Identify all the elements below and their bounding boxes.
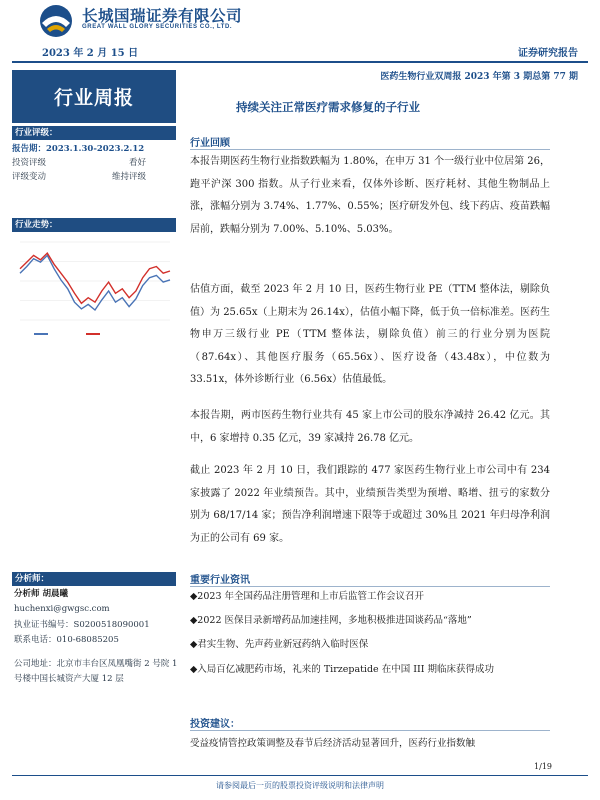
- rating-header: 行业评级：: [12, 126, 176, 140]
- company-logo-icon: [36, 3, 76, 39]
- analyst-phone: 联系电话：010-68085205: [14, 635, 119, 646]
- review-paragraph-1: 本报告期医药生物行业指数跌幅为 1.80%，在申万 31 个一级行业中位居第 26，跑平沪深 300 指数。从子行业来看，仅体外诊断、医疗耗材、其他生物制品上涨，涨幅分别为 3.74%、1.77%、0.55%；医疗研发外包、线下药店、疫苗跌幅居前，跌幅分别为 7.00%、5.10%、5.03%。: [190, 156, 550, 235]
- rating-change-row: [12, 170, 176, 184]
- rating-row: [12, 156, 176, 170]
- analyst-name: 分析师 胡晨曦: [14, 589, 68, 599]
- page-number: 1/19: [534, 762, 552, 771]
- news-item: ◆君实生物、先声药业新冠药纳入临时医保: [190, 639, 369, 650]
- report-date: 2023 年 2 月 15 日: [42, 48, 139, 59]
- advice-section: [190, 715, 550, 731]
- report-period: 报告期：2023.1.30-2023.2.12: [12, 144, 145, 154]
- review-paragraph-3: 本报告期，两市医药生物行业共有 45 家上市公司的股东净减持 26.42 亿元。其中，6 家增持 0.35 亿元，39 家减持 26.78 亿元。: [190, 410, 550, 444]
- rating-value: 看好: [128, 158, 146, 168]
- footer-divider: [12, 775, 588, 776]
- report-series: 医药生物行业双周报 2023 年第 3 期总第 77 期: [380, 72, 578, 82]
- advice-text: 受益疫情管控政策调整及春节后经济活动显著回升，医药行业指数触: [190, 738, 476, 749]
- report-type-badge: 行业周报: [12, 70, 176, 123]
- advice-divider: [190, 730, 550, 731]
- analyst-header: 分析师：: [12, 572, 176, 586]
- review-paragraph-2: 估值方面，截至 2023 年 2 月 10 日，医药生物行业 PE（TTM 整体法，剔除负值）为 25.65x（上期末为 26.14x），估值小幅下降，低于负一倍标准差。医药生物申万三级行业 PE（TTM 整体法，剔除负值）前三的行业分别为医院（87.64x）、其他医疗服务（65.56x）、医疗设备（43.48x），中位数为 33.51x，体外诊断行业（6.56x）估值最低。: [190, 284, 550, 386]
- rating-change-value: 维持评级: [111, 172, 146, 182]
- company-address: 公司地址：北京市丰台区凤凰嘴街 2 号院 1 号楼中国长城资产大厦 12 层: [14, 658, 178, 685]
- rating-label: 投资评级: [12, 158, 47, 168]
- news-item: ◆2022 医保目录新增药品加速挂网，多地积极推进国谈药品“落地”: [190, 615, 472, 626]
- analyst-info: [14, 587, 178, 687]
- report-title: 持续关注正常医疗需求修复的子行业: [236, 100, 420, 114]
- news-section: [190, 571, 550, 587]
- industry-trend-chart: [14, 234, 174, 342]
- trend-section: [12, 218, 176, 232]
- advice-header: 投资建议：: [190, 719, 240, 730]
- rating-section: [12, 126, 176, 184]
- news-item: ◆入局百亿减肥药市场，礼来的 Tirzepatide 在中国 III 期临床获得成功: [190, 664, 494, 675]
- review-section: [190, 134, 550, 150]
- footer-disclaimer: 请参阅最后一页的股票投资评级说明和法律声明: [216, 781, 384, 790]
- analyst-cert: 执业证书编号：S0200518090001: [14, 619, 150, 630]
- report-category: 证券研究报告: [518, 48, 578, 59]
- header-divider: [12, 61, 588, 63]
- review-paragraph-4: 截止 2023 年 2 月 10 日，我们跟踪的 477 家医药生物行业上市公司中有 234 家披露了 2022 年业绩预告。其中，业绩预告类型为预增、略增、扭亏的家数分别为 68/17/14 家；预告净利润增速下限等于或超过 30%且 2021 年归母净利润为正的公司有 69 家。: [190, 465, 550, 544]
- news-item: ◆2023 年全国药品注册管理和上市后监管工作会议召开: [190, 591, 425, 602]
- news-header: 重要行业资讯: [190, 575, 250, 586]
- trend-header: 行业走势：: [12, 218, 176, 232]
- review-header: 行业回顾: [190, 138, 230, 149]
- analyst-email: huchenxi@gwgsc.com: [14, 604, 110, 615]
- review-divider: [190, 149, 550, 150]
- rating-change-label: 评级变动: [12, 172, 47, 182]
- company-name: 长城国瑞证券有限公司: [82, 7, 243, 25]
- company-name-en: GREAT WALL GLORY SECURITIES CO., LTD.: [82, 24, 233, 30]
